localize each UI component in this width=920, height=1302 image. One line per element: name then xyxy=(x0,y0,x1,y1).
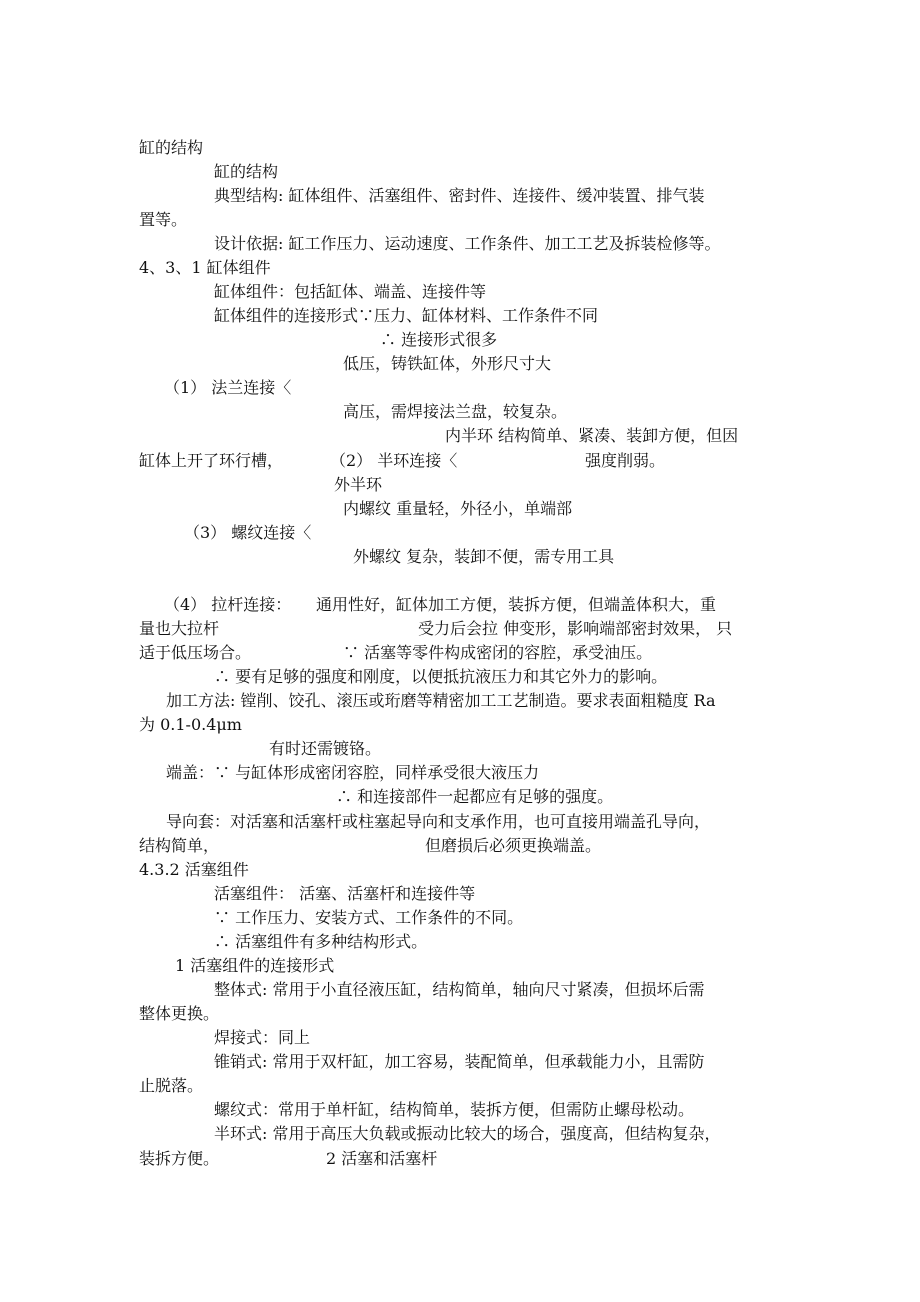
text-line: ∵ 活塞等零件构成密闭的容腔，承受油压。 xyxy=(343,643,653,662)
text-line: 外半环 xyxy=(334,475,383,494)
text-line: 端盖：∵ 与缸体形成密闭容腔，同样承受很大液压力 xyxy=(166,763,540,782)
text-line: 强度削弱。 xyxy=(585,451,666,470)
text-line: ∵ 工作压力、安装方式、工作条件的不同。 xyxy=(214,908,524,927)
subsection-heading: 2 活塞和活塞杆 xyxy=(326,1149,438,1168)
text-line: ∴ 要有足够的强度和刚度，以便抵抗液压力和其它外力的影响。 xyxy=(214,667,668,686)
text-line: 锥销式: 常用于双杆缸，加工容易，装配简单，但承载能力小，且需防 xyxy=(214,1052,705,1071)
text-line: 受力后会拉 伸变形，影响端部密封效果， 只 xyxy=(418,619,733,638)
text-line: ∴ 连接形式很多 xyxy=(380,330,498,349)
text-line: 高压，需焊接法兰盘，较复杂。 xyxy=(343,402,568,421)
text-line: 低压，铸铁缸体，外形尺寸大 xyxy=(343,354,552,373)
text-line: 导向套：对活塞和活塞杆或柱塞起导向和支承作用，也可直接用端盖孔导向， xyxy=(166,812,711,831)
text-line: 但磨损后必须更换端盖。 xyxy=(425,836,602,855)
text-line: ∴ 和连接部件一起都应有足够的强度。 xyxy=(336,787,614,806)
text-line: 设计依据: 缸工作压力、运动速度、工作条件、加工工艺及拆装检修等。 xyxy=(214,234,721,253)
text-line: 螺纹式：常用于单杆缸，结构简单，装拆方便，但需防止螺母松动。 xyxy=(214,1100,695,1119)
text-line: 缸体组件的连接形式∵压力、缸体材料、工作条件不同 xyxy=(214,306,599,325)
text-line: 止脱落。 xyxy=(139,1076,204,1095)
text-line: （2） 半环连接〈 xyxy=(330,451,458,470)
section-heading: 4.3.2 活塞组件 xyxy=(139,860,249,879)
text-line: （3） 螺纹连接〈 xyxy=(184,523,312,542)
text-line: （1） 法兰连接〈 xyxy=(164,378,292,397)
text-line: 整体式: 常用于小直径液压缸，结构简单，轴向尺寸紧凑，但损坏后需 xyxy=(214,980,705,999)
text-line: 置等。 xyxy=(139,210,188,229)
text-line: 外螺纹 复杂，装卸不便，需专用工具 xyxy=(353,547,615,566)
text-line xyxy=(139,450,283,472)
text-line: 加工方法: 镗削、饺孔、滚压或珩磨等精密加工工艺制造。要求表面粗糙度 Ra xyxy=(166,691,716,710)
section-heading: 4、3、1 缸体组件 xyxy=(139,258,271,277)
text-line: 有时还需镀铬。 xyxy=(269,739,382,758)
text-line: 内螺纹 重量轻，外径小，单端部 xyxy=(343,499,573,518)
text-line: 通用性好，缸体加工方便，装拆方便，但端盖体积大，重 xyxy=(316,595,717,614)
subsection-heading: 1 活塞组件的连接形式 xyxy=(175,956,335,975)
text-line: 结构简单， xyxy=(139,836,220,855)
text-line: 缸体组件：包括缸体、端盖、连接件等 xyxy=(214,282,487,301)
text-line: 装拆方便。 xyxy=(139,1149,220,1168)
text-line: 典型结构: 缸体组件、活塞组件、密封件、连接件、缓冲装置、排气装 xyxy=(214,186,705,205)
text-line: （4） 拉杆连接： xyxy=(164,595,292,614)
text-segment: 缸体上开了环行槽， xyxy=(139,451,284,470)
text-line: 量也大拉杆 xyxy=(139,619,220,638)
text-line: 为 0.1-0.4μm xyxy=(139,715,242,734)
text-line: 半环式: 常用于高压大负载或振动比较大的场合，强度高，但结构复杂， xyxy=(214,1124,721,1143)
text-line: ∴ 活塞组件有多种结构形式。 xyxy=(214,932,428,951)
text-line: 内半环 结构简单、紧凑、装卸方便，但因 xyxy=(445,426,739,445)
text-line: 整体更换。 xyxy=(139,1004,220,1023)
doc-heading: 缸的结构 xyxy=(139,138,204,157)
text-line: 活塞组件： 活塞、活塞杆和连接件等 xyxy=(214,884,476,903)
text-line: 适于低压场合。 xyxy=(139,643,252,662)
section-title: 缸的结构 xyxy=(214,162,279,181)
text-line: 焊接式：同上 xyxy=(214,1028,311,1047)
